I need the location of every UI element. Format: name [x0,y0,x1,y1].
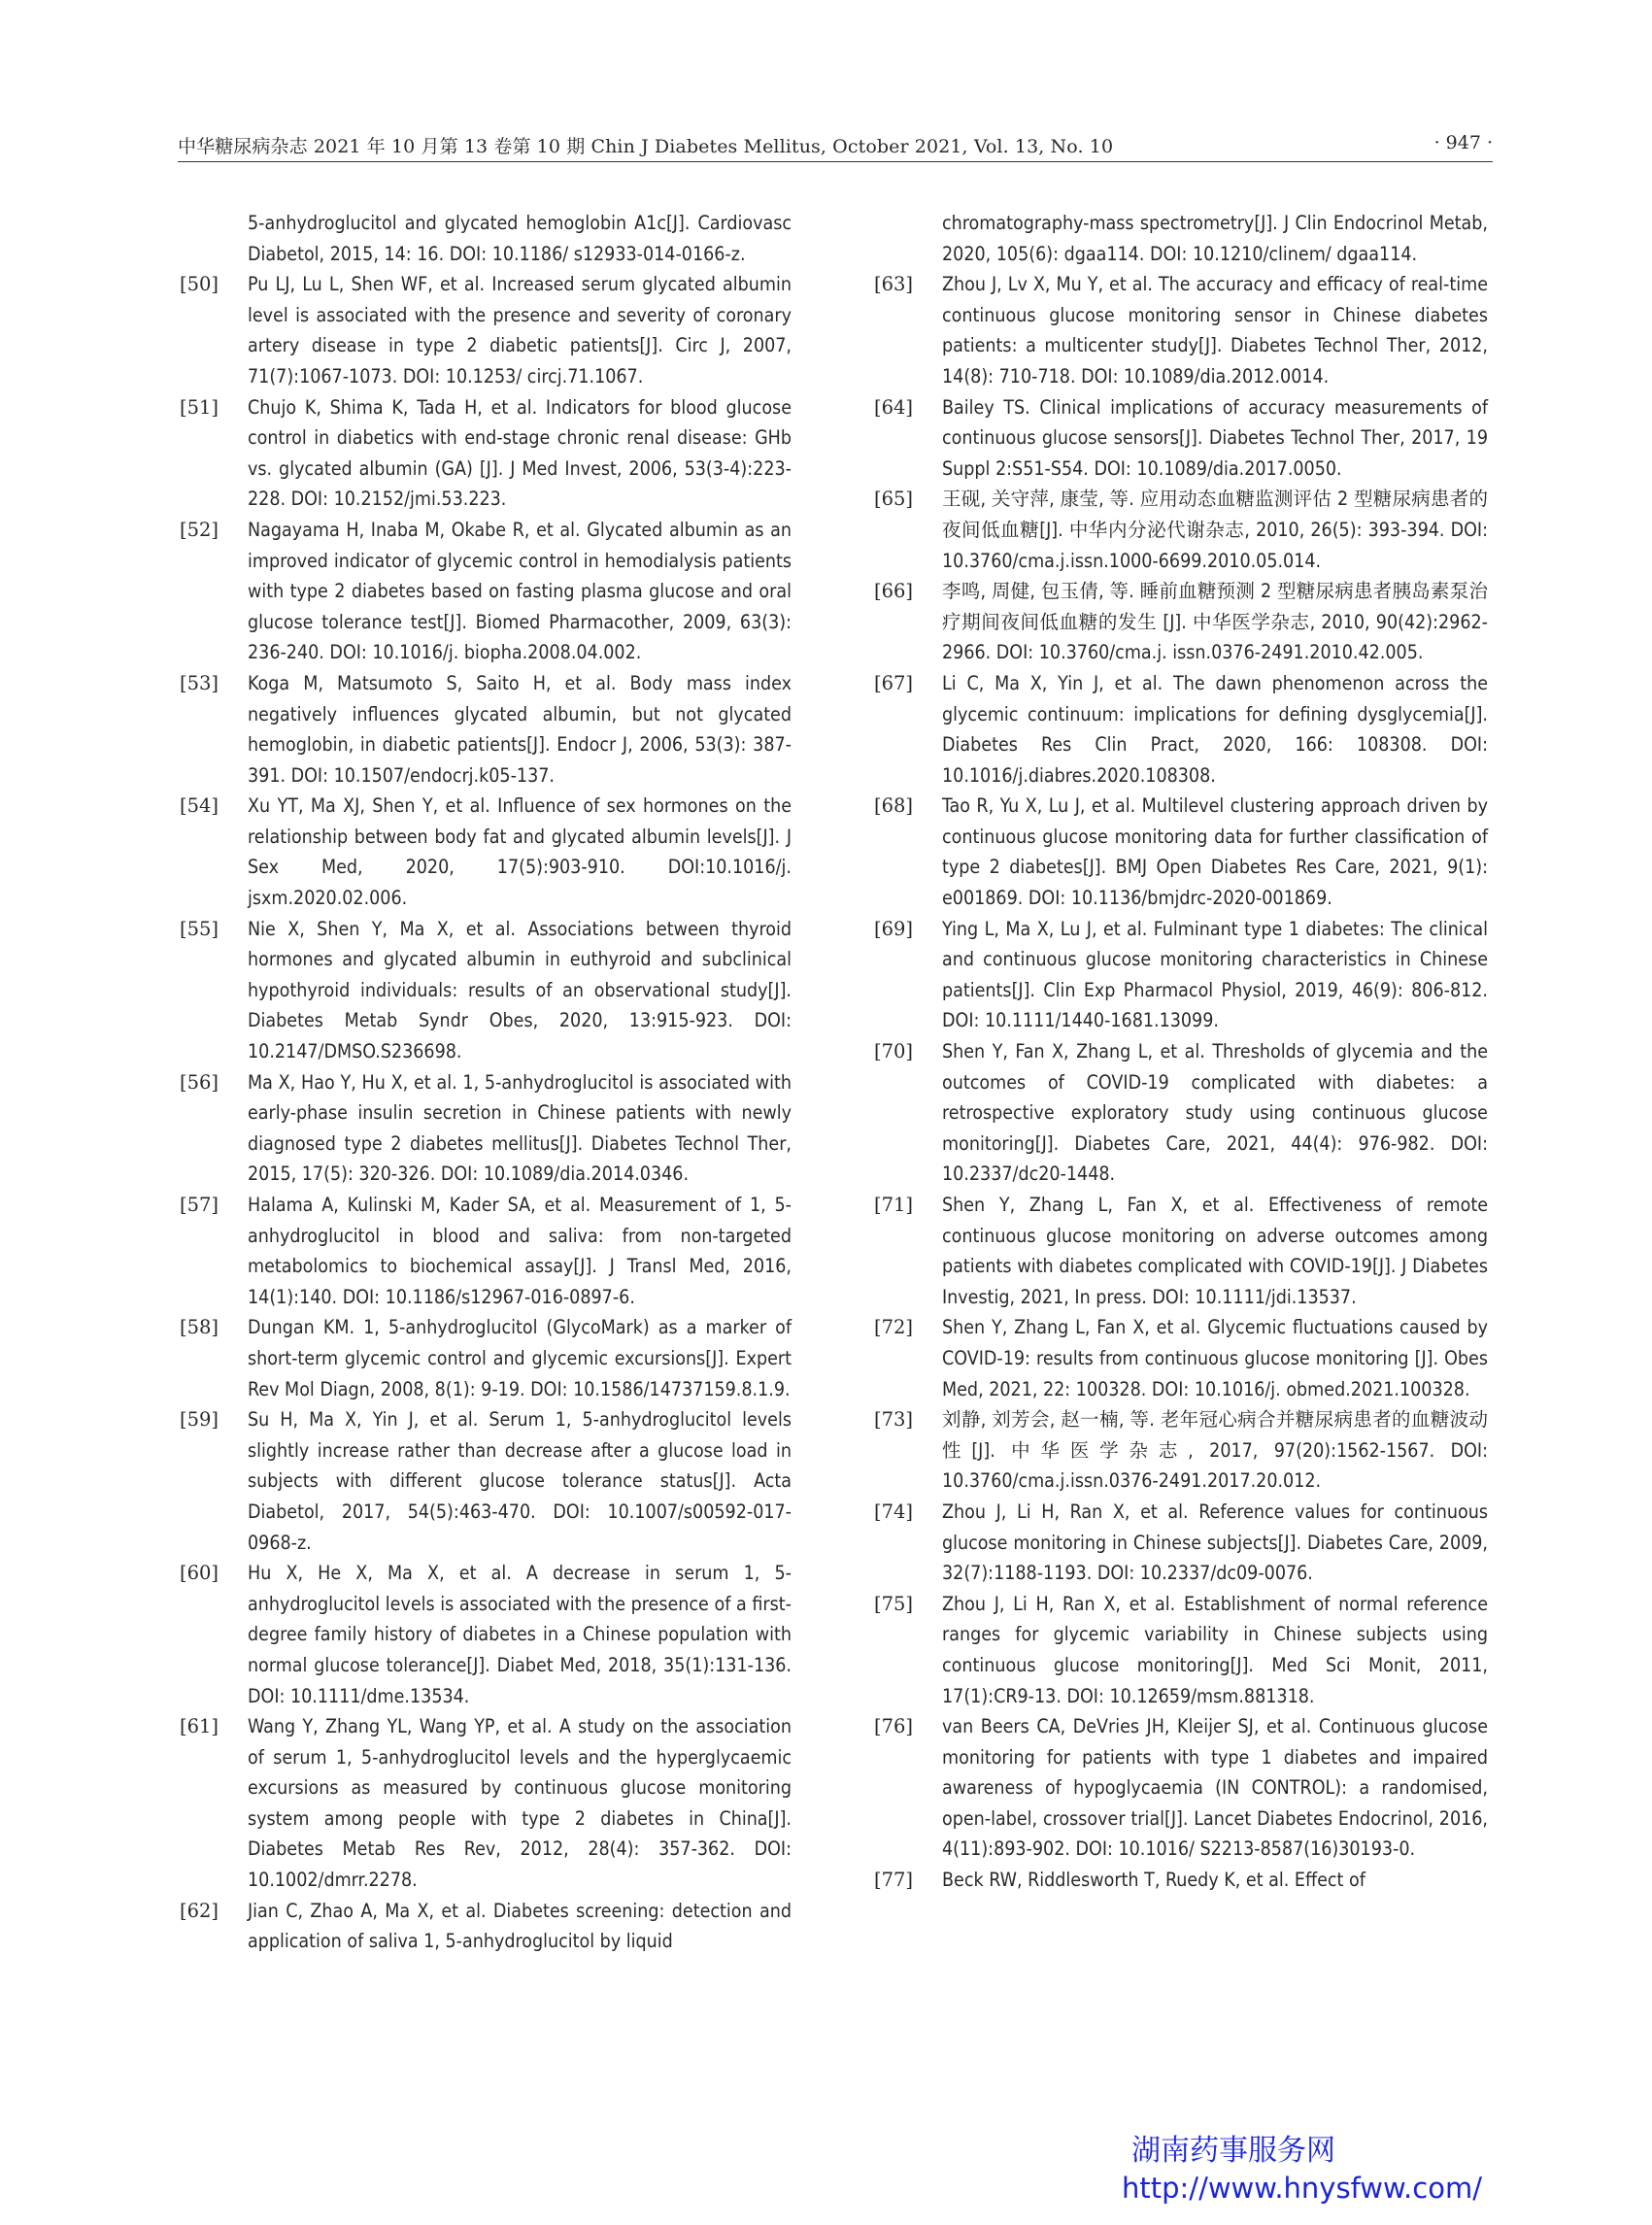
reference-entry [874,484,1488,576]
watermark-site-name: 湖南药事服务网 [1131,2134,1335,2168]
reference-entry [180,791,792,913]
reference-number: [51] [180,395,219,419]
reference-number: [74] [874,1500,914,1523]
reference-entry [874,1404,1488,1497]
reference-entry [180,1896,792,1957]
reference-text: Pu LJ, Lu L, Shen WF, et al. Increased serum glycated albumin level is associated with the presence and severity of coronary artery disease in type 2 diabetic patients[J]. Circ J, 2007, 71(7):1067-1073. DOI: 10.1253/ circj.71.1067. [248,273,792,388]
reference-text: 李鸣, 周健, 包玉倩, 等. 睡前血糖预测 2 型糖尿病患者胰岛素泵治疗期间夜间低血糖的发生 [J]. 中华医学杂志, 2010, 90(42):2962-2966. DOI: 10.3760/cma.j. issn.0376-2491.2010.42.005. [942,580,1488,664]
reference-text: Halama A, Kulinski M, Kader SA, et al. Measurement of 1, 5-anhydroglucitol in blood and saliva: from non-targeted metabolomics to biochemical assay[J]. J Transl Med, 2016, 14(1):140. DOI: 10.1186/s12967-016-0897-6. [248,1194,792,1308]
reference-entry [180,1312,792,1404]
reference-entry [874,392,1488,485]
reference-number: [54] [180,794,219,818]
reference-entry [874,914,1488,1036]
reference-number: [70] [874,1040,914,1063]
reference-number: [60] [180,1562,219,1585]
reference-number: [63] [874,273,914,296]
reference-text: Zhou J, Li H, Ran X, et al. Establishment of normal reference ranges for glycemic variability in Chinese subjects using continuous glucose monitoring[J]. Med Sci Monit, 2011, 17(1):CR9-13. DOI: 10.12659/msm.881318. [942,1592,1488,1707]
reference-text: van Beers CA, DeVries JH, Kleijer SJ, et al. Continuous glucose monitoring for patients with type 1 diabetes and impaired awareness of hypoglycaemia (IN CONTROL): a randomised, open-label, crossover trial[J]. Lancet Diabetes Endocrinol, 2016, 4(11):893-902. DOI: 10.1016/ S2213-8587(16)30193-0. [942,1715,1488,1861]
reference-number: [68] [874,794,914,818]
reference-entry [180,515,792,668]
reference-continuation [874,208,1488,269]
reference-entry [874,1312,1488,1404]
reference-number: [53] [180,671,219,694]
reference-number: [56] [180,1070,219,1094]
reference-entry [874,1036,1488,1190]
reference-number: [64] [874,395,914,419]
reference-text: Shen Y, Fan X, Zhang L, et al. Thresholds of glycemia and the outcomes of COVID-19 complicated with diabetes: a retrospective exploratory study using continuous glucose monitoring[J]. Diabetes Care, 2021, 44(4): 976-982. DOI: 10.2337/dc20-1448. [942,1040,1488,1186]
reference-entry [180,1711,792,1896]
reference-number: [75] [874,1592,914,1615]
reference-entry [180,392,792,515]
reference-number: [61] [180,1715,219,1738]
reference-text: Tao R, Yu X, Lu J, et al. Multilevel clustering approach driven by continuous glucose monitoring data for further classification of type 2 diabetes[J]. BMJ Open Diabetes Res Care, 2021, 9(1): e001869. DOI: 10.1136/bmjdrc-2020-001869. [942,794,1488,910]
reference-entry [874,1865,1488,1896]
reference-entry [180,1558,792,1711]
reference-number: [50] [180,273,219,296]
reference-number: [73] [874,1408,914,1432]
reference-column-right [874,208,1488,1896]
reference-entry [180,1067,792,1190]
watermark-url-link[interactable]: http://www.hnysfww.com/ [1122,2172,1482,2205]
reference-text: Zhou J, Li H, Ran X, et al. Reference values for continuous glucose monitoring in Chinese subjects[J]. Diabetes Care, 2009, 32(7):1188-1193. DOI: 10.2337/dc09-0076. [942,1500,1488,1585]
reference-entry [874,1589,1488,1711]
reference-text: Li C, Ma X, Yin J, et al. The dawn phenomenon across the glycemic continuum: implications for defining dysglycemia[J]. Diabetes Res Clin Pract, 2020, 166: 108308. DOI: 10.1016/j.diabres.2020.108308. [942,671,1488,787]
reference-text: Nie X, Shen Y, Ma X, et al. Associations between thyroid hormones and glycated albumin in euthyroid and subclinical hypothyroid individuals: results of an observational study[J]. Diabetes Metab Syndr Obes, 2020, 13:915-923. DOI: 10.2147/DMSO.S236698. [248,917,792,1063]
watermark[interactable] [1122,2132,1510,2206]
reference-text: 5-anhydroglucitol and glycated hemoglobin A1c[J]. Cardiovasc Diabetol, 2015, 14: 16. DOI: 10.1186/ s12933-014-0166-z. [248,212,792,265]
reference-text: chromatography-mass spectrometry[J]. J Clin Endocrinol Metab, 2020, 105(6): dgaa114. DOI: 10.1210/clinem/ dgaa114. [942,212,1488,265]
reference-text: Zhou J, Lv X, Mu Y, et al. The accuracy and efficacy of real-time continuous glucose monitoring sensor in Chinese diabetes patients: a multicenter study[J]. Diabetes Technol Ther, 2012, 14(8): 710-718. DOI: 10.1089/dia.2012.0014. [942,273,1488,388]
reference-entry [180,914,792,1067]
reference-text: Koga M, Matsumoto S, Saito H, et al. Body mass index negatively influences glycated albumin, but not glycated hemoglobin, in diabetic patients[J]. Endocr J, 2006, 53(3): 387-391. DOI: 10.1507/endocrj.k05-137. [248,671,792,787]
reference-text: Bailey TS. Clinical implications of accuracy measurements of continuous glucose sensors[J]. Diabetes Technol Ther, 2017, 19 Suppl 2:S51-S54. DOI: 10.1089/dia.2017.0050. [942,395,1488,480]
reference-number: [76] [874,1715,914,1738]
reference-number: [66] [874,580,914,603]
running-header [178,132,1493,162]
reference-text: Beck RW, Riddlesworth T, Ruedy K, et al. Effect of [942,1869,1365,1892]
reference-number: [58] [180,1316,219,1339]
reference-entry [874,668,1488,791]
reference-number: [62] [180,1899,219,1922]
reference-text: 刘静, 刘芳会, 赵一楠, 等. 老年冠心病合并糖尿病患者的血糖波动性[J]. 中华医学杂志, 2017, 97(20):1562-1567. DOI: 10.3760/cma.j.issn.0376-2491.2017.20.012. [942,1408,1488,1493]
reference-number: [67] [874,671,914,694]
reference-entry [874,1711,1488,1865]
reference-entry [874,1497,1488,1589]
reference-text: Shen Y, Zhang L, Fan X, et al. Glycemic fluctuations caused by COVID-19: results from continuous glucose monitoring [J]. Obes Med, 2021, 22: 100328. DOI: 10.1016/j. obmed.2021.100328. [942,1316,1488,1400]
reference-entry [874,791,1488,913]
reference-number: [55] [180,917,219,940]
reference-entry [180,668,792,791]
reference-entry [180,269,792,391]
reference-entry [874,269,1488,391]
reference-number: [72] [874,1316,914,1339]
reference-continuation [180,208,792,269]
reference-text: Jian C, Zhao A, Ma X, et al. Diabetes screening: detection and application of saliva 1, 5-anhydroglucitol by liquid [248,1899,792,1953]
reference-text: Su H, Ma X, Yin J, et al. Serum 1, 5-anhydroglucitol levels slightly increase rather than decrease after a glucose load in subjects with different glucose tolerance status[J]. Acta Diabetol, 2017, 54(5):463-470. DOI: 10.1007/s00592-017-0968-z. [248,1408,792,1554]
reference-number: [65] [874,488,914,511]
reference-number: [57] [180,1194,219,1216]
reference-text: Chujo K, Shima K, Tada H, et al. Indicators for blood glucose control in diabetics with end-stage chronic renal disease: GHb vs. glycated albumin (GA) [J]. J Med Invest, 2006, 53(3-4):223-228. DOI: 10.2152/jmi.53.223. [248,395,792,511]
reference-text: Dungan KM. 1, 5-anhydroglucitol (GlycoMark) as a marker of short-term glycemic control and glycemic excursions[J]. Expert Rev Mol Diagn, 2008, 8(1): 9-19. DOI: 10.1586/14737159.8.1.9. [248,1316,792,1400]
reference-text: Xu YT, Ma XJ, Shen Y, et al. Influence of sex hormones on the relationship between body fat and glycated albumin levels[J]. J Sex Med, 2020, 17(5):903-910. DOI:10.1016/j. jsxm.2020.02.006. [248,794,792,910]
reference-number: [59] [180,1408,219,1432]
page-number: · 947 · [1433,132,1493,153]
reference-number: [77] [874,1869,914,1892]
reference-entry [180,1404,792,1558]
reference-entry [874,1190,1488,1312]
reference-number: [52] [180,518,219,541]
reference-text: Hu X, He X, Ma X, et al. A decrease in serum 1, 5-anhydroglucitol levels is associated with the presence of a first-degree family history of diabetes in a Chinese population with normal glucose tolerance[J]. Diabet Med, 2018, 35(1):131-136. DOI: 10.1111/dme.13534. [248,1562,792,1707]
reference-number: [71] [874,1194,914,1216]
journal-citation-header: 中华糖尿病杂志 2021 年 10 月第 13 卷第 10 期 Chin J Diabetes Mellitus, October 2021, Vol. 13, No. 10 [178,136,1114,157]
reference-text: Shen Y, Zhang L, Fan X, et al. Effectiveness of remote continuous glucose monitoring on adverse outcomes among patients with diabetes complicated with COVID-19[J]. J Diabetes Investig, 2021, In press. DOI: 10.1111/jdi.13537. [942,1194,1488,1308]
reference-number: [69] [874,917,914,940]
reference-entry [874,576,1488,668]
reference-text: Nagayama H, Inaba M, Okabe R, et al. Glycated albumin as an improved indicator of glycemic control in hemodialysis patients with type 2 diabetes based on fasting plasma glucose and oral glucose tolerance test[J]. Biomed Pharmacother, 2009, 63(3): 236-240. DOI: 10.1016/j. biopha.2008.04.002. [248,518,792,664]
reference-text: Ma X, Hao Y, Hu X, et al. 1, 5-anhydroglucitol is associated with early-phase insulin secretion in Chinese patients with newly diagnosed type 2 diabetes mellitus[J]. Diabetes Technol Ther, 2015, 17(5): 320-326. DOI: 10.1089/dia.2014.0346. [248,1070,792,1186]
reference-text: Wang Y, Zhang YL, Wang YP, et al. A study on the association of serum 1, 5-anhydroglucitol levels and the hyperglycaemic excursions as measured by continuous glucose monitoring system among people with type 2 diabetes in China[J]. Diabetes Metab Res Rev, 2012, 28(4): 357-362. DOI: 10.1002/dmrr.2278. [248,1715,792,1892]
reference-text: 王砚, 关守萍, 康莹, 等. 应用动态血糖监测评估 2 型糖尿病患者的夜间低血糖[J]. 中华内分泌代谢杂志, 2010, 26(5): 393-394. DOI: 10.3760/cma.j.issn.1000-6699.2010.05.014. [942,488,1488,572]
reference-column-left [180,208,792,1957]
reference-text: Ying L, Ma X, Lu J, et al. Fulminant type 1 diabetes: The clinical and continuous glucose monitoring characteristics in Chinese patients[J]. Clin Exp Pharmacol Physiol, 2019, 46(9): 806-812. DOI: 10.1111/1440-1681.13099. [942,917,1488,1032]
reference-entry [180,1190,792,1312]
